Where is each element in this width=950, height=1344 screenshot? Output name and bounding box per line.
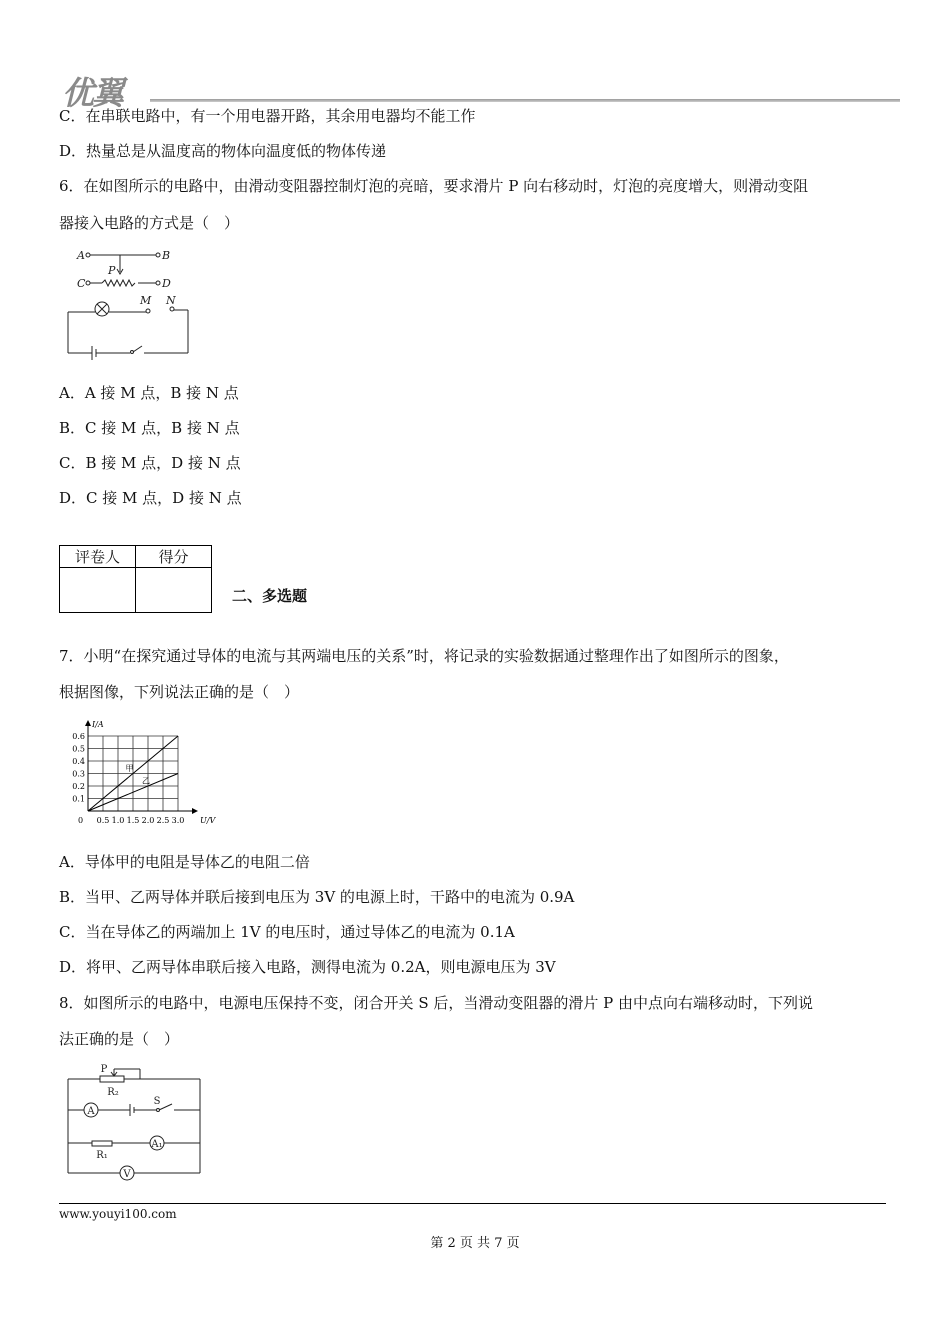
q5-option-d: D．热量总是从温度高的物体向温度低的物体传递 (59, 142, 387, 160)
page-number: 第 2 页 共 7 页 (430, 1236, 520, 1251)
q7-iu-graph (60, 718, 216, 830)
label-r1: R₁ (96, 1150, 108, 1161)
label-p: P (100, 1064, 108, 1075)
x-tick-label: 0.5 (96, 816, 110, 825)
q6-circuit-figure (60, 242, 200, 360)
label-s: S (153, 1096, 161, 1107)
label-a: A (77, 249, 85, 262)
q6-stem: 6．在如图所示的电路中，由滑动变阻器控制灯泡的亮暗，要求滑片 P 向右移动时，灯泡的亮度增大，则滑动变阻 (59, 177, 809, 195)
q7-stem-cont: 根据图像，下列说法正确的是（ ） (59, 683, 300, 701)
y-tick-label: 0.5 (72, 744, 85, 754)
y-axis-arrow (85, 720, 91, 726)
voltmeter-v: V (123, 1169, 131, 1180)
header-score: 得分 (136, 546, 212, 568)
header-rule (150, 99, 900, 102)
y-axis-label: I/A (92, 720, 104, 729)
q6-option-a: A．A 接 M 点，B 接 N 点 (59, 384, 239, 402)
y-tick-label: 0.2 (72, 782, 85, 791)
label-r2: R₂ (107, 1087, 119, 1098)
grader-cell[interactable] (60, 568, 136, 613)
q6-option-d: D．C 接 M 点，D 接 N 点 (59, 489, 242, 507)
x-tick-label: 1.5 (126, 816, 140, 825)
q8-stem-cont: 法正确的是（ ） (59, 1030, 180, 1048)
q6-option-c: C．B 接 M 点，D 接 N 点 (59, 454, 241, 472)
series-label: 乙 (142, 776, 150, 786)
q6-stem-cont: 器接入电路的方式是（ ） (59, 214, 240, 232)
q6-option-b: B．C 接 M 点，B 接 N 点 (59, 419, 240, 437)
logo: 优翼 (62, 74, 123, 112)
label-b: B (162, 249, 171, 262)
x-axis-label: U/V (200, 816, 216, 825)
x-tick-label: 2.5 (156, 816, 170, 825)
ammeter-a: A (87, 1106, 95, 1117)
q7-option-c: C．当在导体乙的两端加上 1V 的电压时，通过导体乙的电流为 0.1A (59, 923, 515, 941)
label-c: C (77, 277, 86, 290)
label-p: P (108, 264, 116, 277)
label-d: D (162, 277, 171, 290)
footer-rule (59, 1203, 886, 1204)
x-tick-label: 1.0 (111, 816, 125, 825)
origin-label: 0 (78, 816, 84, 825)
q7-option-b: B．当甲、乙两导体并联后接到电压为 3V 的电源上时，干路中的电流为 0.9A (59, 888, 575, 906)
header-grader: 评卷人 (60, 546, 136, 568)
q7-option-d: D．将甲、乙两导体串联后接入电路，测得电流为 0.2A，则电源电压为 3V (59, 958, 556, 976)
y-tick-label: 0.3 (72, 769, 85, 779)
q8-stem: 8．如图所示的电路中，电源电压保持不变，闭合开关 S 后，当滑动变阻器的滑片 P 由中点向右端移动时，下列说 (59, 994, 813, 1012)
x-tick-label: 3.0 (171, 816, 185, 825)
footer-website[interactable]: www.youyi100.com (59, 1207, 177, 1221)
x-axis-arrow (192, 808, 198, 814)
q8-circuit-figure (60, 1062, 210, 1180)
series-label: 甲 (125, 764, 134, 773)
label-m: M (140, 294, 152, 307)
y-tick-label: 0.4 (72, 757, 85, 766)
label-n: N (166, 294, 176, 307)
q7-stem: 7．小明“在探究通过导体的电流与其两端电压的关系”时，将记录的实验数据通过整理作出了如图所示的图象， (59, 647, 789, 665)
y-tick-label: 0.6 (72, 732, 85, 741)
section-title: 二、多选题 (232, 587, 308, 605)
q5-option-c: C．在串联电路中，有一个用电器开路，其余用电器均不能工作 (59, 107, 476, 125)
score-cell[interactable] (136, 568, 212, 613)
y-tick-label: 0.1 (72, 794, 85, 804)
ammeter-a1: A₁ (151, 1139, 163, 1150)
score-table (59, 545, 212, 613)
q7-option-a: A．导体甲的电阻是导体乙的电阻二倍 (59, 853, 310, 871)
x-tick-label: 2.0 (141, 816, 155, 825)
